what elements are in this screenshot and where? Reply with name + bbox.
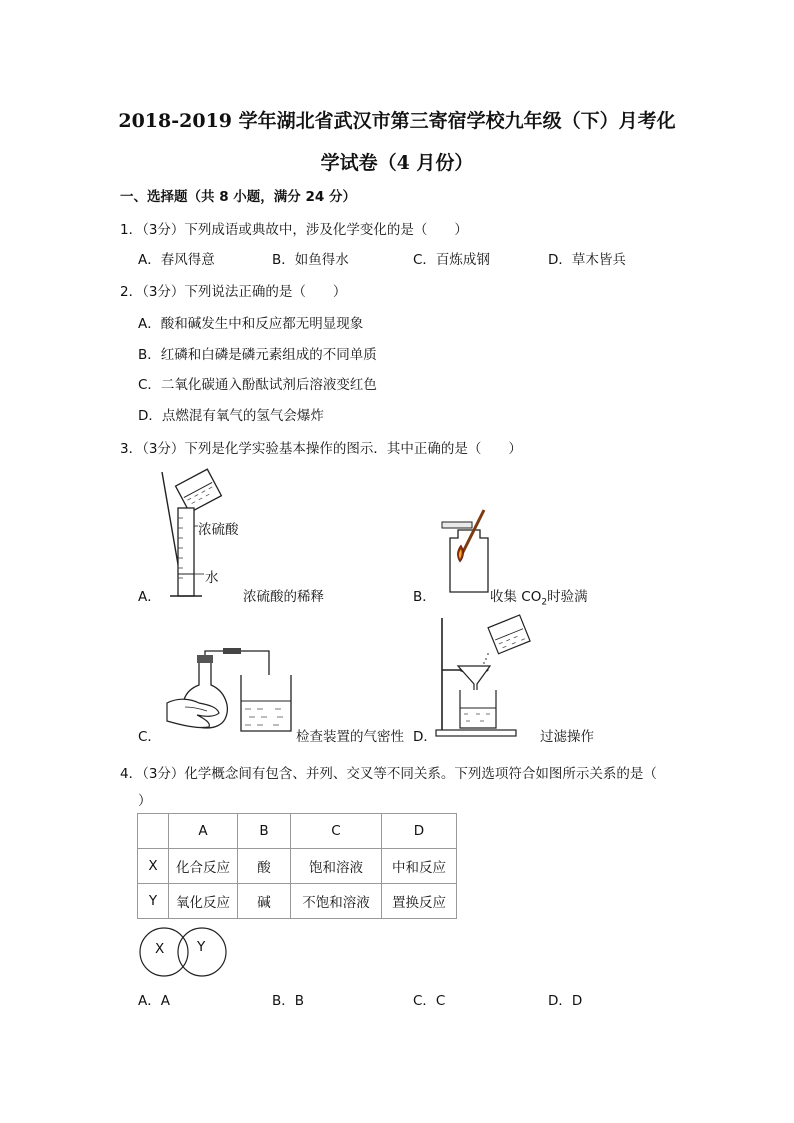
exam-title-line1: 2018-2019 学年湖北省武汉市第三寄宿学校九年级（下）月考化 [118, 110, 676, 132]
table-row [138, 849, 457, 884]
table-cell: D [382, 814, 457, 849]
q4-stem: 4．（3分）化学概念间有包含、并列、交叉等不同关系。下列选项符合如图所示关系的是（ [120, 766, 657, 782]
q4-option-b: B．B [272, 993, 305, 1009]
q3-option-d: D． [413, 729, 437, 745]
table-cell [138, 814, 169, 849]
q3-stem: 3．（3分）下列是化学实验基本操作的图示．其中正确的是（ ） [120, 441, 522, 457]
q4-option-a: A．A [138, 993, 170, 1009]
q3-caption-a: 浓硫酸的稀释 [243, 589, 324, 605]
table-cell: 氧化反应 [169, 884, 238, 919]
venn-diagram [138, 925, 234, 981]
table-cell: Y [138, 884, 169, 919]
section-heading: 一、选择题（共 8 小题，满分 24 分） [120, 189, 356, 205]
q3-caption-c: 检查装置的气密性 [296, 729, 404, 745]
exam-title-line2: 学试卷（4 月份） [320, 152, 474, 174]
q1-option-b: B．如鱼得水 [272, 252, 349, 268]
q2-option-b: B．红磷和白磷是磷元素组成的不同单质 [138, 347, 377, 363]
q3-caption-b: 收集 $CO_2$时验满 [490, 589, 588, 608]
q3-option-c: C． [138, 729, 161, 745]
q3-caption-d: 过滤操作 [540, 729, 594, 745]
table-cell: B [238, 814, 291, 849]
table-cell: 中和反应 [382, 849, 457, 884]
concept-table [137, 813, 457, 919]
figure-d-filtration [430, 612, 540, 742]
table-cell: 饱和溶液 [291, 849, 382, 884]
table-cell: 置换反应 [382, 884, 457, 919]
figure-a-water-label: 水 [205, 570, 219, 586]
q4-option-c: C．C [413, 993, 446, 1009]
table-cell: C [291, 814, 382, 849]
table-cell: 碱 [238, 884, 291, 919]
table-cell: A [169, 814, 238, 849]
q4-stem-end: ） [138, 793, 152, 809]
q4-option-d: D．D [548, 993, 583, 1009]
q1-option-d: D．草木皆兵 [548, 252, 626, 268]
table-cell: X [138, 849, 169, 884]
q2-stem: 2．（3分）下列说法正确的是（ ） [120, 284, 347, 300]
table-cell: 不饱和溶液 [291, 884, 382, 919]
q1-option-a: A．春风得意 [138, 252, 215, 268]
figure-a-acid-label: 浓硫酸 [198, 522, 239, 538]
venn-label-y: Y [197, 939, 206, 955]
q1-stem: 1．（3分）下列成语或典故中，涉及化学变化的是（ ） [120, 222, 468, 238]
q2-option-a: A．酸和碱发生中和反应都无明显现象 [138, 316, 364, 332]
figure-c-airtightness [165, 645, 295, 740]
q3-option-a: A． [138, 589, 161, 605]
q3-option-b: B． [413, 589, 436, 605]
q2-option-c: C．二氧化碳通入酚酞试剂后溶液变红色 [138, 377, 377, 393]
table-header-row [138, 814, 457, 849]
q2-option-d: D．点燃混有氧气的氢气会爆炸 [138, 408, 324, 424]
venn-label-x: X [155, 941, 165, 957]
table-cell: 酸 [238, 849, 291, 884]
table-row [138, 884, 457, 919]
q1-option-c: C．百炼成钢 [413, 252, 490, 268]
table-cell: 化合反应 [169, 849, 238, 884]
